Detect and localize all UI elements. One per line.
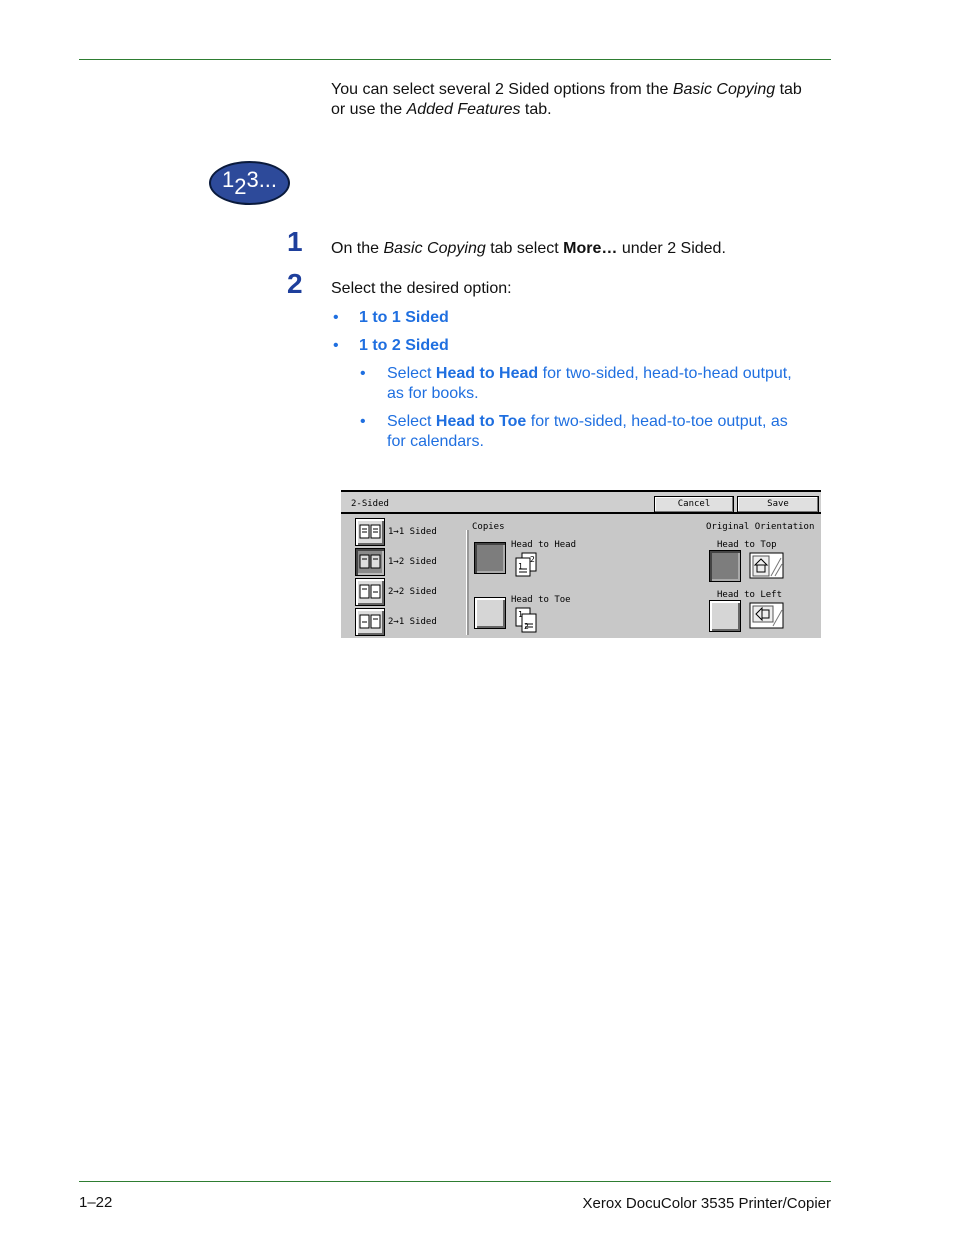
head-to-top-button[interactable]: [709, 550, 741, 582]
bottom-rule: [79, 1181, 831, 1182]
page-icon: [357, 610, 383, 634]
page-digit: 2: [524, 622, 529, 631]
page-icon: [357, 520, 383, 544]
screen-titlebar: [341, 490, 821, 514]
intro-line-2: or use the Added Features tab.: [331, 101, 552, 118]
head-to-left-label: Head to Left: [717, 590, 783, 600]
side-button-1-to-1[interactable]: [355, 518, 385, 546]
head-to-head-button[interactable]: [474, 542, 506, 574]
sub-option-head-to-head-line-1: Select Head to Head for two-sided, head-to-head output,: [387, 365, 792, 382]
cancel-button[interactable]: Cancel: [654, 496, 734, 513]
side-item-label: 1→1 Sided: [388, 527, 437, 537]
house-rotated-icon: [749, 602, 785, 630]
house-upright-icon: [749, 552, 785, 580]
side-item-label: 1→2 Sided: [388, 557, 437, 567]
option-bullet: •: [333, 337, 339, 354]
steps-icon: 123...: [209, 161, 290, 205]
side-button-1-to-2[interactable]: [355, 548, 385, 576]
option-1-to-2-sided: 1 to 2 Sided: [359, 337, 449, 354]
sub-option-bullet: •: [360, 413, 366, 430]
head-to-head-label: Head to Head: [511, 540, 577, 550]
side-button-2-to-2[interactable]: [355, 578, 385, 606]
panel-divider: [466, 530, 469, 635]
step-number-1: 1: [287, 226, 303, 257]
page-number: 1–22: [79, 1194, 113, 1211]
head-to-left-button[interactable]: [709, 600, 741, 632]
copies-label: Copies: [472, 522, 505, 532]
orientation-label: Original Orientation: [706, 522, 815, 532]
page-digit: 2: [530, 555, 535, 564]
side-button-2-to-1[interactable]: [355, 608, 385, 636]
save-button[interactable]: Save: [737, 496, 819, 513]
page-digit: 1: [518, 610, 523, 619]
product-name: Xerox DocuColor 3535 Printer/Copier: [582, 1195, 831, 1212]
page-digit: 1: [518, 562, 523, 571]
side-item-label: 2→1 Sided: [388, 617, 437, 627]
sub-option-head-to-toe-line-1: Select Head to Toe for two-sided, head-to-toe output, as: [387, 413, 788, 430]
step-1-text: On the Basic Copying tab select More… under 2 Sided.: [331, 240, 726, 257]
side-item-label: 2→2 Sided: [388, 587, 437, 597]
option-1-to-1-sided: 1 to 1 Sided: [359, 309, 449, 326]
head-to-top-label: Head to Top: [717, 540, 777, 550]
head-to-toe-button[interactable]: [474, 597, 506, 629]
sub-option-head-to-head-line-2: as for books.: [387, 385, 479, 402]
sub-option-head-to-toe-line-2: for calendars.: [387, 433, 484, 450]
sub-option-bullet: •: [360, 365, 366, 382]
page-icon: [357, 580, 383, 604]
screen-title: 2-Sided: [351, 499, 389, 509]
top-rule: [79, 59, 831, 60]
step-number-2: 2: [287, 268, 303, 299]
step-2-text: Select the desired option:: [331, 280, 512, 297]
head-to-toe-label: Head to Toe: [511, 595, 571, 605]
two-sided-screen: [341, 490, 821, 638]
option-bullet: •: [333, 309, 339, 326]
page-icon: [357, 550, 383, 574]
intro-line-1: You can select several 2 Sided options from the Basic Copying tab: [331, 81, 802, 98]
